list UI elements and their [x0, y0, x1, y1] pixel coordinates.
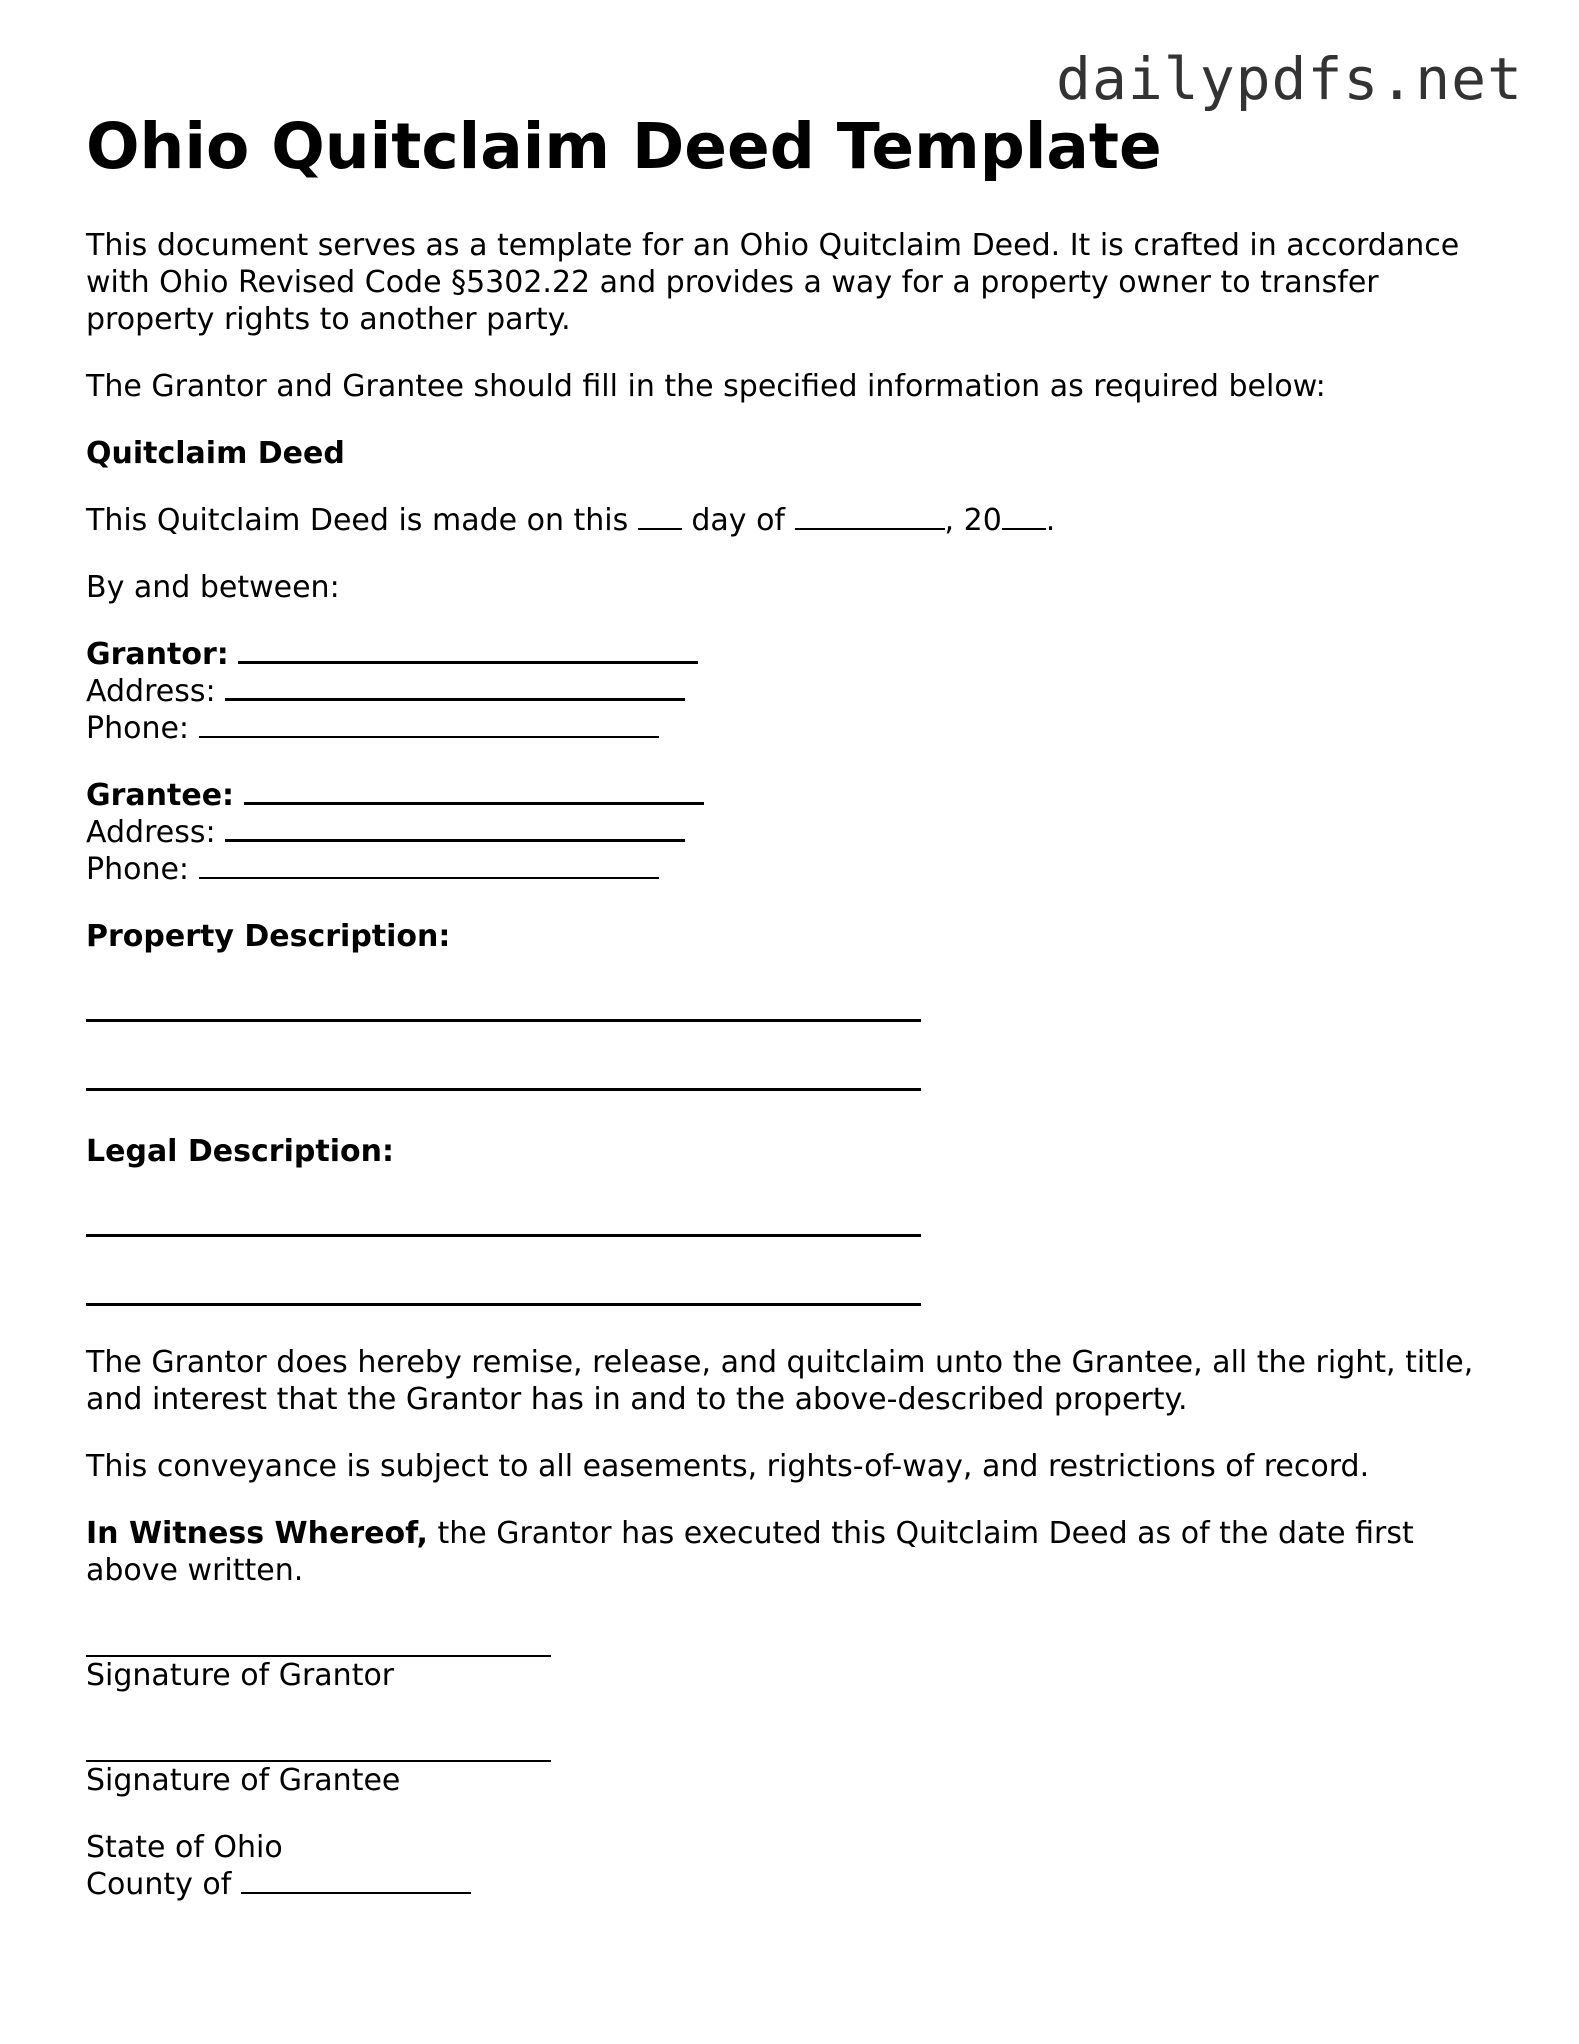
property-description-label: Property Description:: [86, 919, 451, 955]
county-line: [86, 1866, 1506, 1903]
made-on-text-1: This Quitclaim Deed is made on this: [86, 503, 629, 539]
legal-description-label: Legal Description:: [86, 1134, 394, 1170]
grantee-name-blank[interactable]: [244, 778, 704, 805]
grantee-phone-blank[interactable]: [199, 853, 659, 879]
grantee-label: Grantee:: [86, 778, 235, 814]
grantor-line: [86, 636, 1506, 673]
grantee-phone-line: [86, 851, 1506, 888]
day-blank[interactable]: [638, 504, 682, 530]
property-description-line-1[interactable]: [86, 1019, 921, 1022]
grantor-phone-line: [86, 710, 1506, 747]
made-on-text-4: .: [1045, 503, 1056, 539]
intro-paragraph: This document serves as a template for an Ohio Quitclaim Deed. It is crafted in accordance with Ohio Revised Code §5302.22 and provides a way for a property owner to transfer property rights to another party.: [86, 228, 1460, 338]
property-description-line-2[interactable]: [86, 1088, 921, 1091]
grantor-address-label: Address:: [86, 674, 216, 710]
document-title: Ohio Quitclaim Deed Template: [86, 110, 1162, 183]
month-blank[interactable]: [795, 504, 945, 530]
state-label: State of Ohio: [86, 1830, 283, 1866]
made-on-line: [86, 502, 1506, 539]
year-blank[interactable]: [1002, 504, 1046, 530]
grantor-signature-label: Signature of Grantor: [86, 1658, 395, 1694]
deed-heading: Quitclaim Deed: [86, 436, 345, 472]
instruction-paragraph: The Grantor and Grantee should fill in the specified information as required below:: [86, 369, 1326, 405]
county-blank[interactable]: [241, 1868, 471, 1894]
made-on-text-3: , 20: [944, 503, 1002, 539]
grantor-name-blank[interactable]: [238, 637, 698, 664]
made-on-text-2: day of: [691, 503, 785, 539]
witness-bold: In Witness Whereof,: [86, 1516, 428, 1552]
grantee-block: [86, 777, 1506, 888]
witness-paragraph: [86, 1515, 1506, 1589]
grantor-label: Grantor:: [86, 637, 229, 673]
witness-rest: the Grantor has executed this Quitclaim Deed as of the date first above written.: [86, 1516, 1414, 1589]
grantee-phone-label: Phone:: [86, 852, 190, 888]
document-page: [86, 40, 1506, 1903]
legal-description-line-2[interactable]: [86, 1303, 921, 1306]
county-label: County of: [86, 1867, 232, 1903]
grantee-address-blank[interactable]: [225, 815, 685, 842]
watermark: dailypdfs.net: [1056, 45, 1523, 113]
grantee-signature-label: Signature of Grantee: [86, 1763, 401, 1799]
grantee-line: [86, 777, 1506, 814]
grantor-address-blank[interactable]: [225, 674, 685, 701]
grantor-address-line: [86, 673, 1506, 710]
by-and-between: By and between:: [86, 570, 340, 606]
grantor-phone-label: Phone:: [86, 711, 190, 747]
grantee-address-label: Address:: [86, 815, 216, 851]
grantor-phone-blank[interactable]: [199, 712, 659, 738]
remise-paragraph: The Grantor does hereby remise, release, and quitclaim unto the Grantee, all the right, title, and interest that the Grantor has in and to the above-described property.: [86, 1345, 1474, 1418]
legal-description-line-1[interactable]: [86, 1234, 921, 1237]
conveyance-paragraph: This conveyance is subject to all easements, rights-of-way, and restrictions of record.: [86, 1449, 1370, 1485]
grantee-address-line: [86, 814, 1506, 851]
grantor-block: [86, 636, 1506, 747]
